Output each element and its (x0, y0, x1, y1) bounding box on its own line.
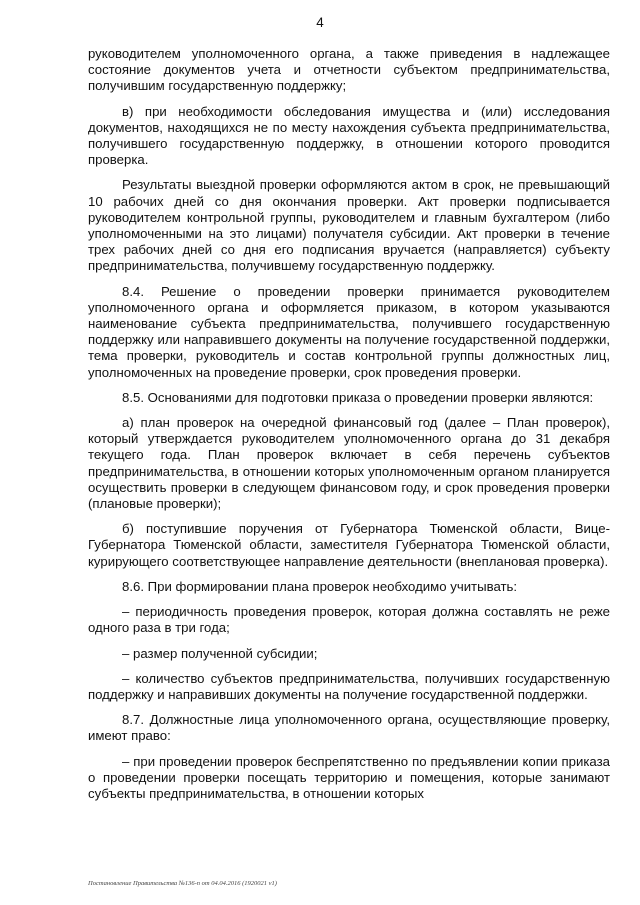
paragraph-item-b: б) поступившие поручения от Губернатора Тюменской области, Вице-Губернатора Тюменской области, заместителя Губернатора Тюменской области, курирующего соответствующее направление деятельности (внеплановая проверка). (88, 521, 610, 569)
paragraph-item-v: в) при необходимости обследования имущества и (или) исследования документов, находящихся не по месту нахождения субъекта предпринимательства, получившего государственную поддержку, в отношении которого проводится проверка. (88, 103, 610, 168)
document-body (88, 46, 610, 811)
list-item-subject-count: – количество субъектов предпринимательства, получивших государственную поддержку и направивших документы на получение государственной поддержки. (88, 670, 610, 702)
list-item-periodicity: – периодичность проведения проверок, которая должна составлять не реже одного раза в три года; (88, 604, 610, 636)
paragraph-inspection-results: Результаты выездной проверки оформляются актом в срок, не превышающий 10 рабочих дней со дня окончания проверки. Акт проверки подписывается руководителем контрольной группы, руководителем и главным бухгалтером (либо уполномоченными на это лицами) получателя субсидии. Акт проверки в течение трех рабочих дней со дня его подписания вручается (направляется) субъекту предпринимательства, получившему государственную поддержку. (88, 177, 610, 274)
paragraph-item-a: а) план проверок на очередной финансовый год (далее – План проверок), который утверждается руководителем уполномоченного органа до 31 декабря текущего года. План проверок включает в себя перечень субъектов предпринимательства, в отношении которых уполномоченным органом планируется осуществить проверки в следующем финансовом году, и срок проведения проверки (плановые проверки); (88, 415, 610, 512)
paragraph-8-4: 8.4. Решение о проведении проверки принимается руководителем уполномоченного органа и оформляется приказом, в котором указываются наименование субъекта предпринимательства, получившего государственную поддержку или направившего документы на получение государственной поддержки, тема проверки, руководитель и состав контрольной группы должностных лиц, уполномоченных на проведение проверки, срок проведения проверки. (88, 283, 610, 380)
paragraph-8-7: 8.7. Должностные лица уполномоченного органа, осуществляющие проверку, имеют право: (88, 712, 610, 744)
paragraph-8-6: 8.6. При формировании плана проверок необходимо учитывать: (122, 578, 518, 594)
document-footer: Постановление Правительства №136-п от 04.04.2016 (1920021 v1) (88, 880, 277, 887)
list-item-subsidy-size: – размер полученной субсидии; (122, 645, 318, 661)
paragraph-8-5: 8.5. Основаниями для подготовки приказа о проведении проверки являются: (122, 389, 594, 405)
page-number: 4 (316, 15, 324, 30)
paragraph-continuation: руководителем уполномоченного органа, а также приведения в надлежащее состояние документов учета и отчетности субъектом предпринимательства, получившим государственную поддержку; (88, 46, 610, 94)
list-item-access-rights: – при проведении проверок беспрепятственно по предъявлении копии приказа о проведении проверки посещать территорию и помещения, которые занимают субъекты предпринимательства, в отношении которых (88, 753, 610, 801)
